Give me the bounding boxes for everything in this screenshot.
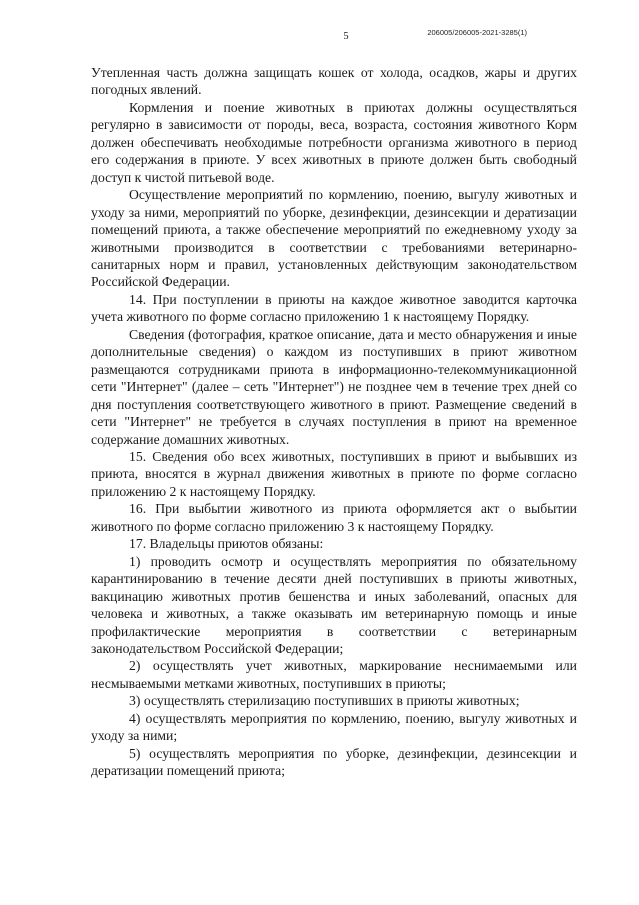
- page-number: 5: [343, 31, 349, 42]
- document-id: 206005/206005-2021-3285(1): [427, 28, 527, 37]
- paragraph: 1) проводить осмотр и осуществлять мероприятия по обязательному карантинированию в течение десяти дней поступивших в приюты животных, вакцинацию животных против бешенства и иных заболеваний, опасных для человека и животных, а также оказывать им ветеринарную помощь и иные профилактические мероприятия в соответствии с ветеринарным законодательством Российской Федерации;: [91, 553, 577, 656]
- paragraph: 5) осуществлять мероприятия по уборке, дезинфекции, дезинсекции и дератизации помещений приюта;: [91, 745, 577, 779]
- document-body: [91, 64, 577, 780]
- paragraph: Кормления и поение животных в приютах должны осуществляться регулярно в зависимости от породы, веса, возраста, состояния животного Корм должен обеспечивать необходимые потребности организма животного в период его содержания в приюте. У всех животных в приюте должен быть свободный доступ к чистой питьевой воде.: [91, 99, 577, 185]
- paragraph: 17. Владельцы приютов обязаны:: [129, 536, 324, 552]
- paragraph: Осуществление мероприятий по кормлению, поению, выгулу животных и уходу за ними, мероприятий по уборке, дезинфекции, дезинсекции и дератизации помещений приюта, а также обеспечение мероприятий по ежедневному уходу за животными производится в соответствии с требованиями ветеринарно-санитарных норм и правил, установленных действующим законодательством Российской Федерации.: [91, 187, 577, 290]
- paragraph: 3) осуществлять стерилизацию поступивших в приюты животных;: [129, 693, 520, 709]
- paragraph: 4) осуществлять мероприятия по кормлению, поению, выгулу животных и уходу за ними;: [91, 710, 577, 744]
- paragraph: 15. Сведения обо всех животных, поступивших в приют и выбывших из приюта, вносятся в журнал движения животных в приюте по форме согласно приложению 2 к настоящему Порядку.: [91, 448, 577, 499]
- paragraph: 14. При поступлении в приюты на каждое животное заводится карточка учета животного по форме согласно приложению 1 к настоящему Порядку.: [91, 291, 577, 325]
- paragraph: Сведения (фотография, краткое описание, дата и место обнаружения и иные дополнительные сведения) о каждом из поступивших в приют животном размещаются сотрудниками приюта в информационно-телекоммуникационной сети "Интернет" (далее – сеть "Интернет") не позднее чем в течение трех дней со дня поступления соответствующего животного в приют. Размещение сведений в сети "Интернет" не требуется в случаях поступления в приют на временное содержание домашних животных.: [91, 326, 577, 447]
- paragraph: 16. При выбытии животного из приюта оформляется акт о выбытии животного по форме согласно приложению 3 к настоящему Порядку.: [91, 501, 577, 534]
- paragraph: Утепленная часть должна защищать кошек от холода, осадков, жары и других погодных явлений.: [91, 65, 577, 98]
- paragraph: 2) осуществлять учет животных, маркирование неснимаемыми или несмываемыми метками животных, поступивших в приюты;: [91, 658, 577, 691]
